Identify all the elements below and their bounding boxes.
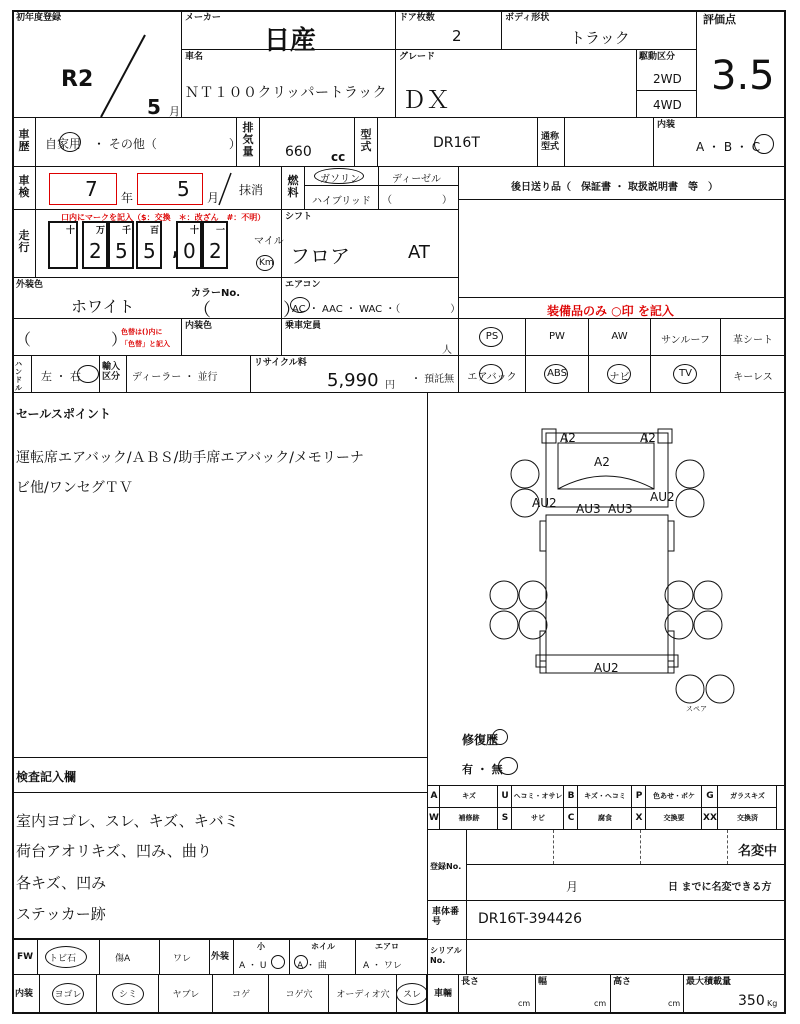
other-color-cell [12, 318, 182, 356]
handle-cell [12, 355, 100, 393]
repair-history-value: 有 ・ 無 [462, 763, 503, 776]
fw-row [12, 939, 428, 975]
inspection-erased: 抹消 [239, 183, 264, 197]
legend-text: A [430, 791, 438, 801]
legend-cell [717, 785, 777, 808]
other-color-parens: （ ） [15, 330, 128, 349]
displacement-label: 排気量 [242, 121, 254, 158]
mileage-note: 口内にマークを記入（$：交換 ＊：改ざん #：不明） [61, 213, 266, 222]
interior-damage-circle [396, 983, 428, 1005]
color-no-parens: （ ） [193, 300, 301, 321]
damage-mark: AU2 [650, 490, 675, 504]
fuel-other: （ ） [382, 195, 452, 206]
body-label: ボディ形状 [505, 13, 550, 23]
recycle-cell [250, 355, 459, 393]
exterior-color-label: 外装色 [16, 280, 44, 290]
chassis-cell [427, 900, 786, 940]
equipment-label: PS [485, 331, 499, 342]
equipment-item [650, 355, 721, 393]
mileage-km-circle [256, 255, 274, 271]
equipment-title-cell [458, 297, 786, 319]
legend-text: ヘコミ・オサレ [513, 792, 563, 800]
serial-label: シリアルNo. [430, 946, 462, 965]
width-label: 幅 [538, 977, 548, 987]
damage-mark: AU3 [608, 502, 633, 516]
interior-damage-item [213, 975, 269, 1013]
dimensions-cell [427, 974, 786, 1014]
max-load-unit: Kg [767, 999, 778, 1008]
damage-mark: AU3 [576, 502, 601, 516]
interior-damage-item [159, 975, 213, 1013]
recycle-label: リサイクル料 [254, 358, 307, 368]
exterior-label: 外装 [211, 952, 230, 962]
chassis-number: DR16T-394426 [478, 911, 583, 927]
score-label: 評価点 [703, 13, 736, 26]
legend-cell [645, 807, 702, 830]
interior-damage-item [329, 975, 397, 1013]
equipment-item [588, 318, 651, 356]
odometer-digit: 5 [143, 239, 156, 263]
legend-text: サビ [531, 814, 545, 822]
common-type-label: 通称型式 [541, 132, 560, 152]
history-cell [12, 117, 241, 167]
interior-grade-circle [754, 134, 774, 154]
odometer-digit-box [82, 221, 108, 269]
aircon-options: AC ・ AAC ・ WAC ・（ ） [292, 304, 461, 315]
handle-circle [77, 365, 99, 383]
score-value: 3.5 [711, 53, 775, 99]
dimensions-label: 車輛 [434, 989, 453, 999]
interior-color-label: 内装色 [185, 321, 213, 331]
odometer-digit-box [48, 221, 78, 269]
length-label: 長さ [461, 977, 480, 987]
grade-label: グレード [399, 52, 436, 62]
shift-value: フロア [290, 244, 350, 268]
registration-day-note: 日 までに名変できる方 [668, 882, 772, 893]
exterior-color-cell [12, 277, 301, 321]
legend-text: P [635, 791, 643, 801]
truck-diagram [428, 393, 785, 785]
documents-blank [458, 199, 786, 298]
interior-row-label: 内装 [15, 989, 34, 999]
vehicle-diagram-cell [427, 392, 786, 786]
equipment-item [720, 318, 786, 356]
spare-label: スペア [686, 705, 707, 713]
aircon-cell [281, 277, 459, 319]
odometer-digit: 5 [115, 239, 128, 263]
interior-damage-circle [52, 983, 84, 1005]
import-label: 輸入区分 [102, 362, 121, 382]
equipment-item [458, 318, 526, 356]
interior-damage-label: シミ [118, 990, 137, 1000]
equipment-label: サンルーフ [661, 335, 710, 346]
legend-text: X [635, 813, 643, 823]
sales-point-title: セールスポイント [16, 407, 111, 421]
legend-text: XX [703, 813, 717, 823]
repair-none-circle [498, 757, 518, 775]
legend-text: S [501, 813, 509, 823]
equipment-label: 革シート [733, 335, 773, 346]
odometer-unit: 千 [122, 226, 132, 236]
inspection-year-box [49, 173, 117, 205]
inspection-year: 7 [85, 177, 98, 201]
legend-cell [577, 807, 632, 830]
legend-text: 交換済 [737, 814, 758, 822]
repaint-note-2: 「色替」と記入 [121, 340, 170, 348]
odometer-digit: 2 [209, 239, 222, 263]
inspection-notes-title: 検査記入欄 [16, 770, 77, 784]
damage-mark: AU2 [532, 496, 557, 510]
interior-damage-label: ヤブレ [172, 990, 200, 1000]
legend-cell [701, 785, 718, 808]
model-name-cell [181, 49, 396, 118]
history-label: 車歴 [18, 128, 30, 153]
equipment-label: キーレス [733, 372, 773, 383]
import-value: ディーラー ・ 並行 [132, 372, 218, 383]
import-cell [99, 355, 251, 393]
interior-row [12, 974, 428, 1014]
legend-text: ガラスキズ [730, 792, 765, 800]
recycle-deposit: ・ 預託無 [411, 374, 455, 385]
mileage-unit-mile: マイル [254, 236, 284, 247]
fw-item: ワレ [173, 954, 192, 964]
fuel-gasoline: ガソリン [320, 174, 360, 185]
common-type-cell [537, 117, 654, 167]
aero-value: A ・ ワレ [363, 961, 402, 971]
body-value: トラック [570, 29, 630, 47]
history-circle [59, 132, 81, 152]
documents-label: 後日送り品（ 保証書 ・ 取扱説明書 等 ） [511, 182, 718, 193]
legend-text: 腐食 [598, 814, 612, 822]
legend-text: 交換要 [663, 814, 685, 822]
repair-history-circle [492, 729, 508, 745]
shift-label: シフト [285, 212, 313, 222]
odometer-unit: 万 [96, 226, 106, 236]
repaint-note-1: 色替は()内に [121, 328, 163, 336]
aircon-label: エアコン [285, 280, 321, 290]
legend-text: キズ [462, 792, 476, 800]
interior-damage-label: コゲ [231, 990, 250, 1000]
inspection-label: 車検 [18, 174, 30, 199]
odometer-digit: 0 [183, 239, 196, 263]
legend-cell [631, 785, 646, 808]
registration-label: 登録No. [430, 862, 462, 871]
inspection-notes-cell [12, 757, 428, 939]
max-load-label: 最大積載量 [686, 977, 732, 987]
chassis-label: 車体番号 [432, 907, 460, 927]
legend-cell [563, 807, 578, 830]
shift-cell [281, 209, 459, 278]
legend-cell [631, 807, 646, 830]
exterior-color-value: ホワイト [71, 297, 135, 316]
serial-cell [427, 939, 786, 975]
maker-label: メーカー [185, 13, 221, 23]
legend-cell [577, 785, 632, 808]
drive-4wd: 4WD [653, 98, 682, 112]
inspection-note-line: 室内ヨゴレ、スレ、キズ、キバミ [16, 812, 239, 830]
maker-cell [181, 10, 396, 56]
damage-mark: A2 [594, 455, 610, 469]
interior-damage-item [39, 975, 97, 1013]
inspection-note-line: 各キズ、凹み [16, 874, 107, 892]
registration-month-unit: 月 [566, 880, 579, 894]
small-label: 小 [257, 942, 265, 951]
max-load-value: 350 [738, 993, 765, 1009]
odometer-digit-box [136, 221, 162, 269]
inspection-year-unit: 年 [121, 191, 134, 205]
capacity-cell [281, 318, 459, 356]
equipment-item [650, 318, 721, 356]
fuel-label: 燃料 [287, 174, 299, 199]
equipment-item [458, 355, 526, 393]
first-registration-month: 5 [147, 95, 161, 119]
drive-2wd: 2WD [653, 72, 682, 86]
interior-grade-cell [653, 117, 786, 167]
odometer-unit: 百 [150, 226, 160, 236]
month-unit: 月 [169, 105, 180, 118]
aero-label: エアロ [375, 942, 399, 951]
interior-color-cell [181, 318, 282, 356]
legend-cell [439, 807, 498, 830]
wheel-label: ホイル [311, 942, 335, 951]
grade-cell [395, 49, 637, 118]
equipment-item [525, 355, 589, 393]
sales-point-line-2: ビ他/ワンセグＴＶ [16, 480, 133, 496]
legend-text: W [429, 813, 439, 823]
interior-grade-value: A ・ B ・ C [696, 140, 761, 154]
equipment-label: ABS [547, 368, 567, 379]
name-change-label: 名変中 [738, 844, 778, 859]
inspection-note-line: 荷台アオリキズ、凹み、曲り [16, 842, 212, 860]
interior-damage-label: スレ [402, 990, 421, 1000]
odometer-unit: 十 [66, 226, 76, 236]
damage-mark: AU2 [594, 661, 619, 675]
wheel-value: A ・ 曲 [297, 961, 327, 971]
equipment-circle [673, 364, 697, 384]
odometer-comma: , [172, 236, 180, 260]
interior-damage-circle [112, 983, 144, 1005]
aircon-circle [290, 297, 310, 313]
equipment-circle [479, 327, 503, 347]
doors-label: ドア枚数 [399, 13, 435, 23]
width-unit: cm [594, 999, 607, 1008]
legend-text: B [567, 791, 575, 801]
equipment-label: TV [679, 368, 692, 379]
odometer-digit: 2 [89, 239, 102, 263]
model-name-label: 車名 [185, 52, 204, 62]
legend-text: 色あせ・ボケ [653, 792, 695, 800]
legend-text: C [567, 813, 575, 823]
equipment-title: 装備品のみ ○印 を記入 [547, 304, 674, 318]
documents-cell [458, 166, 786, 200]
type-label: 型式 [360, 128, 372, 153]
equipment-circle [607, 364, 631, 384]
sales-point-cell [12, 392, 428, 758]
inspection-month: 5 [177, 177, 190, 201]
legend-text: G [706, 791, 714, 801]
legend-text: U [501, 791, 509, 801]
legend-cell [701, 807, 718, 830]
grade-value: ＤＸ [402, 86, 450, 114]
fw-label: FW [17, 952, 34, 962]
legend-cell [439, 785, 498, 808]
equipment-item [720, 355, 786, 393]
fw-item: トビ石 [49, 954, 77, 964]
interior-grade-label: 内装 [657, 120, 676, 130]
mileage-unit-km: Km [259, 258, 274, 268]
maker-value: 日産 [264, 26, 317, 56]
legend-cell [645, 785, 702, 808]
odometer-digit-box [176, 221, 202, 269]
interior-damage-item [97, 975, 159, 1013]
inspection-month-box [137, 173, 203, 205]
displacement-value: 660 [285, 144, 312, 160]
registration-cell [427, 829, 786, 901]
repair-history-label: 修復歴 [462, 733, 499, 747]
doors-value: 2 [452, 27, 462, 45]
equipment-item [588, 355, 651, 393]
length-unit: cm [518, 999, 531, 1008]
fuel-diesel: ディーゼル [392, 174, 441, 185]
recycle-amount: 5,990 [327, 370, 379, 391]
fw-item-circle [45, 946, 87, 968]
type-value: DR16T [433, 135, 480, 151]
inspection-month-unit: 月 [207, 191, 220, 205]
height-unit: cm [668, 999, 681, 1008]
height-label: 高さ [613, 977, 632, 987]
damage-mark: A2 [640, 431, 656, 445]
score-cell [696, 10, 786, 118]
legend-cell [511, 807, 564, 830]
legend-text: 補修跡 [458, 814, 480, 822]
interior-damage-item [397, 975, 427, 1013]
equipment-label: PW [549, 331, 565, 342]
slash-mark [215, 171, 235, 207]
fw-item: 傷A [115, 954, 131, 964]
inspection-note-line: ステッカー跡 [16, 905, 106, 923]
first-registration-label: 初年度登録 [16, 13, 62, 23]
fuel-cell [281, 166, 459, 210]
fuel-gasoline-circle [314, 168, 364, 184]
equipment-circle [544, 364, 568, 384]
drive-cell [636, 49, 697, 118]
first-registration-year: R2 [61, 67, 94, 92]
recycle-unit: 円 [385, 380, 395, 391]
equipment-circle [479, 364, 503, 384]
body-cell [501, 10, 697, 50]
type-cell [354, 117, 538, 167]
handle-value: 左 ・ 右 [41, 370, 81, 383]
equipment-item [525, 318, 589, 356]
small-circle [271, 955, 285, 969]
legend-cell [563, 785, 578, 808]
legend-cell [511, 785, 564, 808]
legend-text: キズ・ヘコミ [584, 792, 626, 800]
equipment-label: AW [611, 331, 628, 342]
equipment-label: エアバック [467, 372, 517, 383]
sales-point-line-1: 運転席エアバック/ＡＢＳ/助手席エアバック/メモリーナ [16, 450, 364, 466]
interior-damage-label: ヨゴレ [54, 990, 82, 1000]
legend-cell [497, 807, 512, 830]
displacement-cell [236, 117, 355, 167]
shift-type: AT [408, 242, 430, 263]
model-name-value: ＮＴ１００クリッパートラック [185, 85, 388, 101]
legend-cell [497, 785, 512, 808]
first-registration-cell [12, 10, 182, 118]
capacity-unit: 人 [442, 345, 452, 356]
inspection-cell [12, 166, 282, 210]
odometer-digit-box [108, 221, 134, 269]
drive-label: 駆動区分 [639, 52, 676, 62]
damage-mark: A2 [560, 431, 576, 445]
odometer-unit: 十 [190, 226, 200, 236]
doors-cell [395, 10, 502, 50]
odometer-digit-box [202, 221, 228, 269]
capacity-label: 乗車定員 [285, 321, 322, 331]
handle-label: ハンドル [15, 360, 22, 392]
interior-damage-item [269, 975, 329, 1013]
mileage-label: 走行 [18, 229, 30, 254]
wheel-circle [294, 955, 308, 969]
equipment-label: ナビ [609, 372, 630, 383]
fuel-hybrid: ハイブリッド [312, 196, 371, 207]
interior-damage-label: オーディオ穴 [336, 990, 390, 1000]
slash-mark [93, 31, 153, 121]
color-no-label: カラーNo. [191, 288, 241, 299]
displacement-unit: cc [331, 150, 346, 164]
small-value: A ・ U [239, 961, 267, 971]
history-value: 自家用 ・ その他（ ） [45, 137, 241, 151]
odometer-unit: 一 [216, 226, 226, 236]
interior-damage-label: コゲ穴 [285, 990, 313, 1000]
legend-cell [717, 807, 777, 830]
